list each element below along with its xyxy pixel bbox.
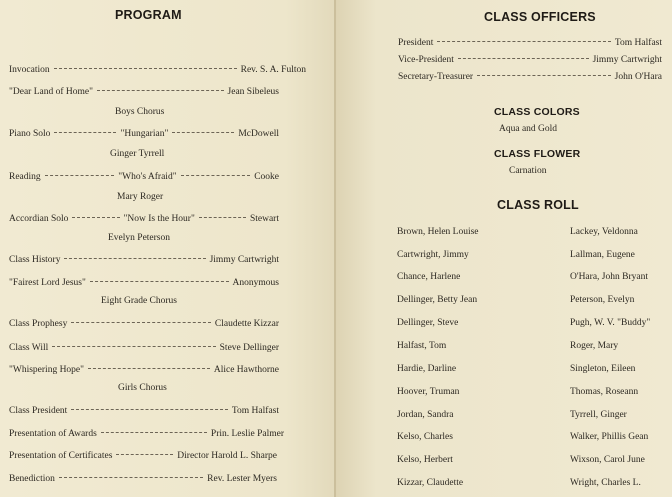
colors-heading: CLASS COLORS	[494, 106, 580, 118]
program-performer: Prin. Leslie Palmer	[210, 429, 284, 439]
program-performer: Stewart	[249, 214, 279, 224]
program-line-president	[9, 406, 279, 416]
leader-dots	[458, 58, 589, 59]
program-item: Class Will	[9, 343, 49, 353]
program-item: Benediction	[9, 474, 55, 484]
program-subline: Ginger Tyrrell	[110, 149, 165, 159]
program-title: "Now Is the Hour"	[123, 214, 195, 224]
program-item: Class President	[9, 406, 68, 416]
officer-line-president	[398, 38, 662, 48]
program-line-whispering	[9, 365, 279, 375]
roll-name: Jordan, Sandra	[397, 410, 454, 420]
program-line-dear-land	[9, 87, 279, 97]
leader-dots	[45, 175, 115, 176]
roll-name: O'Hara, John Bryant	[570, 272, 648, 282]
program-subline: Eight Grade Chorus	[101, 296, 177, 306]
officer-role: Vice-President	[398, 55, 454, 65]
roll-name: Dellinger, Betty Jean	[397, 295, 478, 305]
class-info-page	[336, 0, 672, 497]
program-performer: Tom Halfast	[231, 406, 279, 416]
program-item: Class Prophesy	[9, 319, 68, 329]
officer-line-vice-president	[398, 55, 662, 65]
roll-name: Wixson, Carol June	[570, 455, 645, 465]
program-item: "Whispering Hope"	[9, 365, 85, 375]
leader-dots	[54, 68, 237, 69]
program-performer: Rev. Lester Myers	[207, 474, 277, 484]
officer-name: Tom Halfast	[614, 38, 662, 48]
program-performer: Cooke	[254, 172, 280, 182]
leader-dots	[116, 454, 173, 455]
roll-name: Cartwright, Jimmy	[397, 250, 469, 260]
class-colors-value: Aqua and Gold	[499, 124, 558, 134]
program-performer: Anonymous	[232, 278, 279, 288]
program-line-benediction	[9, 474, 277, 484]
leader-dots	[59, 477, 203, 478]
program-line-fairest	[9, 278, 279, 288]
roll-name: Lallman, Eugene	[570, 250, 635, 260]
roll-name: Tyrrell, Ginger	[570, 410, 627, 420]
program-item: Reading	[9, 172, 41, 182]
leader-dots	[477, 75, 611, 76]
program-performer: Jimmy Cartwright	[209, 255, 279, 265]
program-line-piano	[9, 129, 279, 139]
program-item: "Fairest Lord Jesus"	[9, 278, 86, 288]
program-line-awards	[9, 429, 284, 439]
program-item: "Dear Land of Home"	[9, 87, 93, 97]
leader-dots	[71, 322, 211, 323]
leader-dots	[90, 281, 229, 282]
roll-name: Lackey, Veldonna	[570, 227, 638, 237]
program-performer: Steve Dellinger	[219, 343, 279, 353]
leader-dots	[181, 175, 251, 176]
leader-dots	[71, 409, 228, 410]
leader-dots	[437, 41, 611, 42]
roll-name: Kelso, Charles	[397, 432, 453, 442]
program-item: Invocation	[9, 65, 50, 75]
roll-name: Chance, Harlene	[397, 272, 461, 282]
program-line-accordian	[9, 214, 279, 224]
leader-dots	[54, 132, 116, 133]
roll-name: Dellinger, Steve	[397, 318, 459, 328]
program-line-history	[9, 255, 279, 265]
leader-dots	[88, 368, 210, 369]
leader-dots	[97, 90, 224, 91]
roll-name: Peterson, Evelyn	[570, 295, 635, 305]
program-line-invocation	[9, 65, 306, 75]
leader-dots	[72, 217, 119, 218]
roll-name: Roger, Mary	[570, 341, 619, 351]
roll-name: Hardie, Darline	[397, 364, 457, 374]
roll-name: Pugh, W. V. "Buddy"	[570, 318, 651, 328]
leader-dots	[172, 132, 234, 133]
officer-role: President	[398, 38, 434, 48]
program-performer: McDowell	[238, 129, 279, 139]
officer-role: Secretary-Treasurer	[398, 72, 474, 82]
program-title: "Who's Afraid"	[118, 172, 177, 182]
program-item: Class History	[9, 255, 61, 265]
roll-name: Kelso, Herbert	[397, 455, 453, 465]
roll-name: Kizzar, Claudette	[397, 478, 464, 488]
class-flower-value: Carnation	[509, 166, 547, 176]
program-line-will	[9, 343, 279, 353]
program-performer: Director Harold L. Sharpe	[177, 451, 277, 461]
roll-name: Brown, Helen Louise	[397, 227, 479, 237]
roll-name: Hoover, Truman	[397, 387, 460, 397]
program-item: Accordian Solo	[9, 214, 69, 224]
program-performer: Jean Sibeleus	[227, 87, 279, 97]
roll-name: Wright, Charles L.	[570, 478, 641, 488]
officer-name: Jimmy Cartwright	[592, 55, 662, 65]
roll-name: Walker, Phillis Gean	[570, 432, 649, 442]
program-item: Presentation of Certificates	[9, 451, 113, 461]
officer-line-secretary	[398, 72, 662, 82]
officers-heading: CLASS OFFICERS	[484, 10, 596, 24]
leader-dots	[199, 217, 246, 218]
leader-dots	[64, 258, 205, 259]
program-subline: Mary Roger	[117, 192, 164, 202]
leader-dots	[52, 346, 215, 347]
program-subline: Girls Chorus	[118, 383, 167, 393]
program-subline: Boys Chorus	[115, 107, 165, 117]
officer-name: John O'Hara	[614, 72, 662, 82]
program-performer: Claudette Kizzar	[214, 319, 279, 329]
program-line-certificates	[9, 451, 277, 461]
program-heading: PROGRAM	[115, 8, 182, 22]
leader-dots	[101, 432, 207, 433]
program-performer: Alice Hawthorne	[213, 365, 279, 375]
program-item: Presentation of Awards	[9, 429, 97, 439]
roll-name: Thomas, Roseann	[570, 387, 639, 397]
program-title: "Hungarian"	[120, 129, 169, 139]
program-subline: Evelyn Peterson	[108, 233, 171, 243]
program-line-prophesy	[9, 319, 279, 329]
roll-name: Halfast, Tom	[397, 341, 447, 351]
program-performer: Rev. S. A. Fulton	[240, 65, 306, 75]
program-item: Piano Solo	[9, 129, 51, 139]
flower-heading: CLASS FLOWER	[494, 148, 581, 160]
roll-name: Singleton, Eileen	[570, 364, 636, 374]
roll-heading: CLASS ROLL	[497, 198, 579, 212]
program-line-reading	[9, 172, 279, 182]
